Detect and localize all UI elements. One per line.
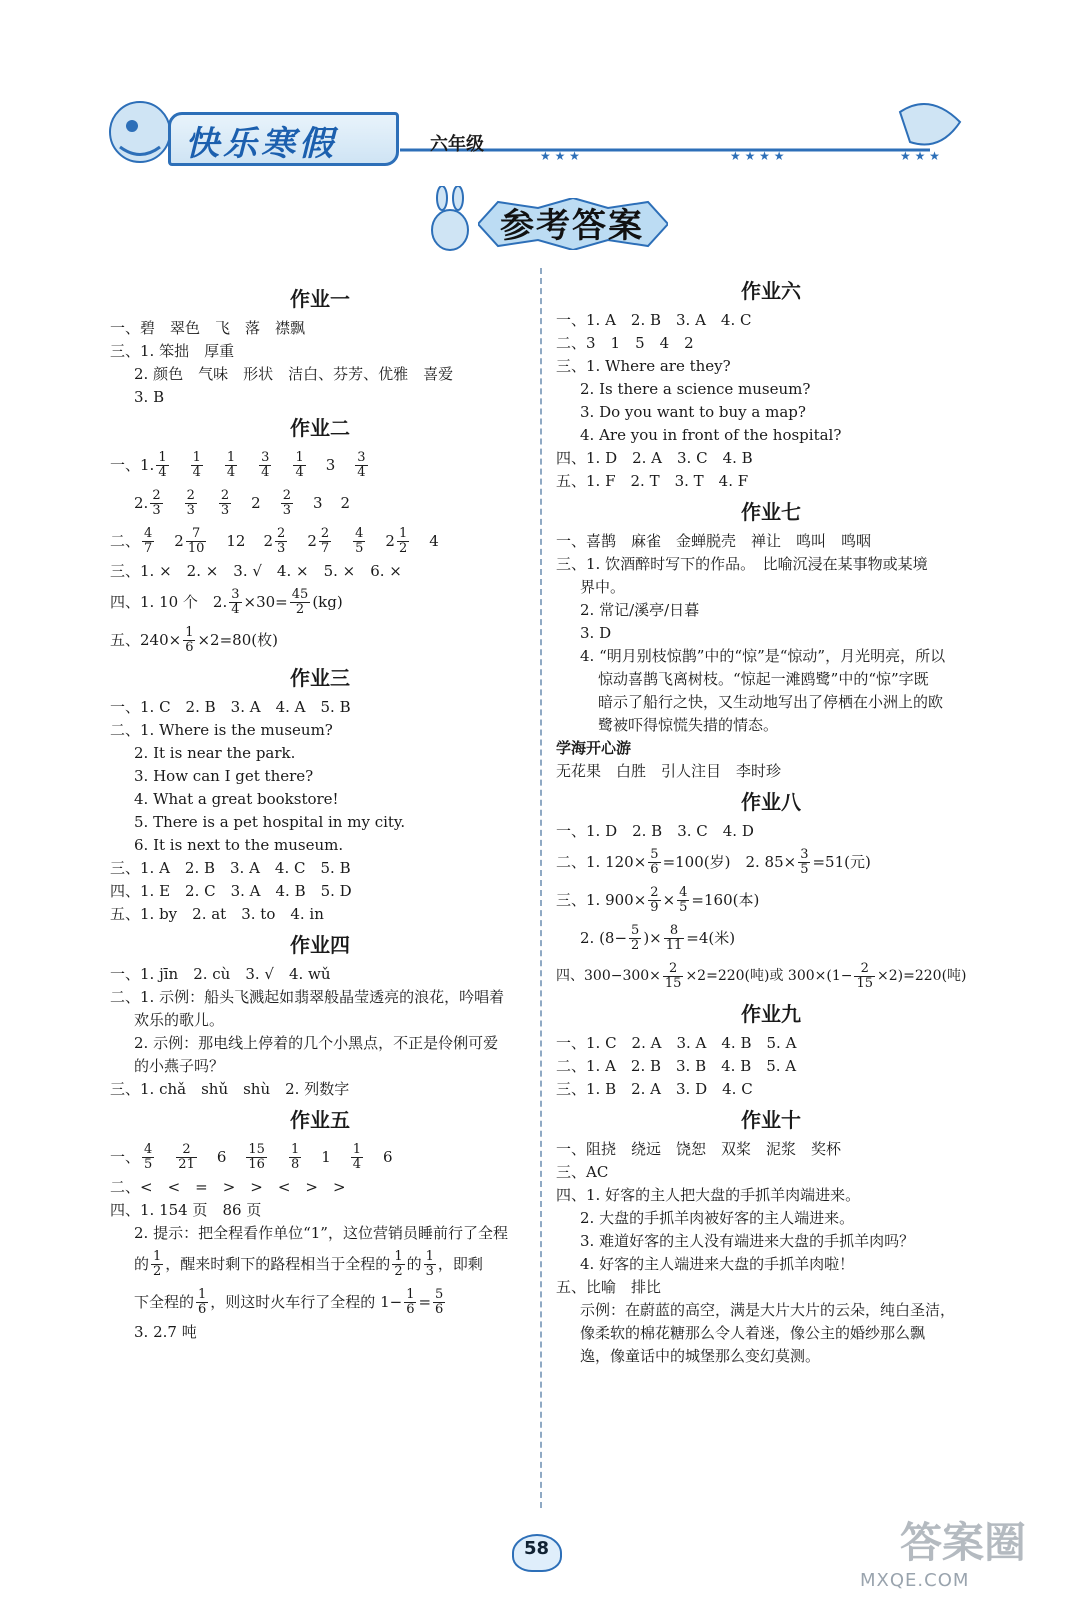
fraction: $\frac{1}{6}$ bbox=[198, 1286, 207, 1317]
answer-line: 五、1. F 2. T 3. T 4. F bbox=[556, 472, 749, 490]
answer-line: 三、1. B 2. A 3. D 4. C bbox=[556, 1080, 753, 1098]
fraction: $\frac{1}{4}$ bbox=[295, 449, 304, 480]
answer-line: 四、1. 154 页 86 页 bbox=[110, 1201, 262, 1219]
fraction: $\frac{1}{4}$ bbox=[192, 449, 201, 480]
number: 2 bbox=[385, 531, 395, 550]
fraction: $\frac{1}{4}$ bbox=[226, 449, 236, 480]
answer-line: 无花果 白胜 引人注目 李时珍 bbox=[556, 762, 782, 780]
answer-line: 界中。 bbox=[580, 578, 626, 596]
answer-text: 下全程的 bbox=[134, 1292, 195, 1311]
section-title: 作业七 bbox=[741, 500, 801, 524]
number: 3 bbox=[325, 455, 336, 474]
answer-line: 3. How can I get there? bbox=[134, 767, 314, 785]
answer-line: 示例：在蔚蓝的高空，满是大片大片的云朵，纯白圣洁， bbox=[580, 1301, 956, 1319]
fraction: $\frac{2}{9}$ bbox=[650, 884, 659, 915]
answer-line: 一、碧 翠色 飞 落 襟飘 bbox=[110, 319, 306, 337]
answer-text: ×2=80(枚) bbox=[197, 630, 278, 649]
fraction: $\frac{5}{6}$ bbox=[650, 846, 659, 877]
answer-line: 一、1. C 2. B 3. A 4. A 5. B bbox=[110, 698, 351, 716]
answer-line: 三、1. Where are they? bbox=[556, 357, 731, 375]
section-title: 作业三 bbox=[290, 666, 350, 690]
answer-text: =51(元) bbox=[812, 852, 871, 871]
answer-line: 惊动喜鹊飞离树枝。“惊起一滩鸥鹭”中的“惊”字既 bbox=[598, 670, 929, 688]
number: 2 bbox=[263, 531, 274, 550]
watermark-logo: 答案圈 bbox=[900, 1518, 1027, 1567]
fraction: $\frac{1}{2}$ bbox=[394, 1248, 403, 1279]
fraction: $\frac{45}{2}$ bbox=[291, 586, 309, 617]
answer-line: 三、1. A 2. B 3. A 4. C 5. B bbox=[110, 859, 351, 877]
answer-line: 2. 大盘的手抓羊肉被好客的主人端进来。 bbox=[580, 1209, 855, 1227]
number: 4 bbox=[429, 531, 439, 550]
answer-line: 二、< < = > > < > > bbox=[110, 1178, 346, 1196]
number: 1 bbox=[321, 1147, 331, 1166]
answer-text: =100(岁) 2. 85× bbox=[662, 852, 797, 871]
fraction-row bbox=[556, 881, 986, 919]
number: 3 bbox=[312, 493, 323, 512]
answer-line: 2. 颜色 气味 形状 洁白、芬芳、优雅 喜爱 bbox=[134, 365, 454, 383]
answer-text: 的 bbox=[134, 1254, 150, 1273]
answer-line: 2. 提示：把全程看作单位“1”，这位营销员睡前行了全程 bbox=[134, 1224, 508, 1242]
section-title: 作业四 bbox=[290, 933, 350, 957]
fraction: $\frac{1}{2}$ bbox=[153, 1248, 162, 1279]
svg-text:★ ★ ★: ★ ★ ★ bbox=[900, 149, 940, 163]
fraction: $\frac{7}{10}$ bbox=[187, 525, 205, 556]
answer-line: 二、1. A 2. B 3. B 4. B 5. A bbox=[556, 1057, 797, 1075]
fraction: $\frac{5}{2}$ bbox=[631, 922, 640, 953]
fraction: $\frac{2}{15}$ bbox=[664, 960, 682, 991]
answer-line: 二、1. 示例：船头飞溅起如翡翠般晶莹透亮的浪花，吟唱着 bbox=[110, 988, 505, 1006]
section-title: 作业五 bbox=[290, 1108, 350, 1132]
fraction-row bbox=[110, 1283, 530, 1321]
fraction: $\frac{1}{8}$ bbox=[290, 1141, 300, 1172]
fraction: $\frac{4}{5}$ bbox=[144, 1141, 153, 1172]
fraction: $\frac{3}{4}$ bbox=[357, 449, 366, 480]
fraction: $\frac{8}{11}$ bbox=[665, 922, 683, 953]
svg-text:★ ★ ★: ★ ★ ★ bbox=[540, 149, 580, 163]
answer-text: )× bbox=[643, 928, 662, 947]
answer-text: = bbox=[418, 1292, 432, 1311]
fraction-row bbox=[110, 446, 530, 484]
rabbit-mascot-icon bbox=[420, 186, 480, 260]
answer-prefix: 五、240× bbox=[110, 630, 182, 649]
answer-text: ，醒来时剩下的路程相当于全程的 bbox=[165, 1254, 391, 1273]
answer-line: 3. Do you want to buy a map? bbox=[580, 403, 806, 421]
fraction: $\frac{1}{2}$ bbox=[398, 525, 408, 556]
answer-line: 五、1. by 2. at 3. to 4. in bbox=[110, 905, 324, 923]
fraction: $\frac{1}{3}$ bbox=[425, 1248, 434, 1279]
grade-label: 六年级 bbox=[430, 134, 484, 155]
answer-text: 的 bbox=[406, 1254, 422, 1273]
fraction-row bbox=[556, 843, 986, 881]
fraction: $\frac{2}{3}$ bbox=[152, 487, 161, 518]
fraction: $\frac{2}{3}$ bbox=[282, 487, 291, 518]
answer-line: 三、1. × 2. × 3. √ 4. × 5. × 6. × bbox=[110, 562, 402, 580]
answer-line: 3. B bbox=[134, 388, 165, 406]
answer-line: 2. It is near the park. bbox=[134, 744, 296, 762]
fraction: $\frac{15}{16}$ bbox=[248, 1141, 265, 1172]
answer-line: 三、1. 笨拙 厚重 bbox=[110, 342, 235, 360]
fraction: $\frac{1}{4}$ bbox=[352, 1141, 362, 1172]
answer-text: ×2)=220(吨) bbox=[877, 967, 967, 984]
answer-text: 2. (8− bbox=[580, 928, 628, 947]
number: 12 bbox=[226, 531, 246, 550]
answer-line: 一、1. C 2. A 3. A 4. B 5. A bbox=[556, 1034, 797, 1052]
fraction: $\frac{1}{4}$ bbox=[158, 449, 167, 480]
answer-line: 四、1. 好客的主人把大盘的手抓羊肉端进来。 bbox=[556, 1186, 861, 1204]
fraction-row bbox=[556, 957, 986, 995]
answer-line: 二、3 1 5 4 2 bbox=[556, 334, 694, 352]
fraction: $\frac{4}{5}$ bbox=[355, 525, 364, 556]
page-number: 58 bbox=[524, 1538, 550, 1559]
answer-prefix: 2. bbox=[134, 493, 149, 512]
section-title: 作业九 bbox=[741, 1002, 801, 1026]
answer-text: 三、1. 900× bbox=[556, 890, 647, 909]
answer-line: 四、1. E 2. C 3. A 4. B 5. D bbox=[110, 882, 352, 900]
answer-line: 一、阻挠 绕远 饶恕 双桨 泥浆 奖杯 bbox=[556, 1140, 842, 1158]
fraction-row bbox=[110, 1245, 530, 1283]
answer-line: 2. 示例：那电线上停着的几个小黑点，不正是伶俐可爱 bbox=[134, 1034, 499, 1052]
fraction-row bbox=[110, 621, 530, 659]
number: 2 bbox=[307, 531, 317, 550]
brand-title: 快乐寒假 bbox=[185, 124, 337, 164]
answer-text: ×2=220(吨)或 300×(1− bbox=[685, 967, 853, 984]
fraction: $\frac{3}{5}$ bbox=[800, 846, 809, 877]
right-column bbox=[556, 272, 986, 1368]
answer-text: ×30= bbox=[243, 592, 288, 611]
answer-text: × bbox=[662, 890, 676, 909]
number: 2 bbox=[340, 493, 351, 512]
fraction: $\frac{4}{5}$ bbox=[679, 884, 688, 915]
fraction: $\frac{2}{21}$ bbox=[178, 1141, 195, 1172]
answer-line: 三、1. 饮酒醉时写下的作品。 比喻沉浸在某事物或某境 bbox=[556, 555, 928, 573]
answer-line: 五、比喻 排比 bbox=[556, 1278, 662, 1296]
fraction: $\frac{2}{3}$ bbox=[277, 525, 286, 556]
fraction-row bbox=[110, 1138, 530, 1176]
fraction: $\frac{1}{6}$ bbox=[185, 624, 194, 655]
fraction: $\frac{2}{3}$ bbox=[220, 487, 230, 518]
answer-line: 6. It is next to the museum. bbox=[134, 836, 344, 854]
fraction-row bbox=[110, 583, 530, 621]
answer-prefix: 一、1. bbox=[110, 455, 155, 474]
section-title: 作业十 bbox=[741, 1108, 801, 1132]
fraction: $\frac{2}{7}$ bbox=[320, 525, 330, 556]
answer-prefix: 四、1. 10 个 2. bbox=[110, 592, 228, 611]
answer-prefix: 二、 bbox=[110, 531, 141, 550]
number: 6 bbox=[216, 1147, 227, 1166]
answer-line: 一、1. A 2. B 3. A 4. C bbox=[556, 311, 752, 329]
answer-line: 二、1. Where is the museum? bbox=[110, 721, 333, 739]
fraction: $\frac{3}{4}$ bbox=[261, 449, 270, 480]
answer-line: 5. There is a pet hospital in my city. bbox=[134, 813, 406, 831]
answer-line: 4. What a great bookstore! bbox=[134, 790, 339, 808]
fraction-row bbox=[110, 484, 530, 522]
number: 6 bbox=[383, 1147, 393, 1166]
fraction-row bbox=[110, 522, 530, 560]
answer-line: 2. Is there a science museum? bbox=[580, 380, 811, 398]
section-title: 作业二 bbox=[290, 416, 350, 440]
answer-line: 四、1. D 2. A 3. C 4. B bbox=[556, 449, 753, 467]
number: 2 bbox=[251, 493, 261, 512]
answer-line: 3. D bbox=[580, 624, 612, 642]
fraction: $\frac{3}{4}$ bbox=[231, 586, 240, 617]
svg-text:★ ★ ★ ★: ★ ★ ★ ★ bbox=[730, 149, 785, 163]
subsection-label: 学海开心游 bbox=[556, 739, 632, 757]
watermark-text: MXQE.COM bbox=[860, 1570, 970, 1591]
answers-title: 参考答案 bbox=[500, 206, 644, 246]
number: 2 bbox=[174, 531, 184, 550]
answer-line: 4. “明月别枝惊鹊”中的“惊”是“惊动”，月光明亮，所以 bbox=[580, 647, 946, 665]
answer-line: 一、喜鹊 麻雀 金蝉脱壳 禅让 鸣叫 鸣咽 bbox=[556, 532, 872, 550]
answer-line: 欢乐的歌儿。 bbox=[134, 1011, 225, 1029]
answer-text: =4(米) bbox=[686, 928, 736, 947]
answer-text: (kg) bbox=[312, 592, 343, 611]
answer-line: 3. 2.7 吨 bbox=[134, 1323, 197, 1341]
fraction: $\frac{1}{6}$ bbox=[406, 1286, 415, 1317]
answer-line: 2. 常记/溪亭/日暮 bbox=[580, 601, 700, 619]
section-title: 作业一 bbox=[290, 287, 350, 311]
answer-text: 四、300−300× bbox=[556, 967, 661, 984]
column-divider bbox=[540, 268, 542, 1508]
answer-line: 一、1. D 2. B 3. C 4. D bbox=[556, 822, 754, 840]
section-title: 作业八 bbox=[741, 790, 801, 814]
fraction: $\frac{2}{3}$ bbox=[186, 487, 195, 518]
answer-line: 三、1. chǎ shǔ shù 2. 列数字 bbox=[110, 1080, 350, 1098]
fraction-row bbox=[556, 919, 986, 957]
answer-line: 4. Are you in front of the hospital? bbox=[580, 426, 842, 444]
answer-line: 的小燕子吗？ bbox=[134, 1057, 225, 1075]
answer-text: 二、1. 120× bbox=[556, 852, 647, 871]
answer-line: 逸，像童话中的城堡那么变幻莫测。 bbox=[580, 1347, 821, 1365]
answer-line: 暗示了船行之快，又生动地写出了停栖在小洲上的欧 bbox=[598, 693, 944, 711]
answer-text: =160(本) bbox=[691, 890, 760, 909]
fraction: $\frac{5}{6}$ bbox=[435, 1286, 444, 1317]
fraction: $\frac{4}{7}$ bbox=[144, 525, 153, 556]
answer-line: 一、1. jīn 2. cù 3. √ 4. wǔ bbox=[110, 965, 331, 983]
answer-line: 三、AC bbox=[556, 1163, 609, 1181]
left-column bbox=[110, 280, 530, 1344]
answer-text: ，则这时火车行了全程的 1− bbox=[210, 1292, 403, 1311]
answer-text: ，即剩 bbox=[437, 1254, 483, 1273]
fraction: $\frac{2}{15}$ bbox=[856, 960, 874, 991]
section-title: 作业六 bbox=[741, 279, 801, 303]
answer-line: 鹭被吓得惊慌失措的情态。 bbox=[598, 716, 779, 734]
answer-prefix: 一、 bbox=[110, 1147, 141, 1166]
answer-line: 3. 难道好客的主人没有端进来大盘的手抓羊肉吗？ bbox=[580, 1232, 915, 1250]
answer-line: 像柔软的棉花糖那么令人着迷，像公主的婚纱那么飘 bbox=[580, 1324, 926, 1342]
answer-line: 4. 好客的主人端进来大盘的手抓羊肉啦！ bbox=[580, 1255, 855, 1273]
